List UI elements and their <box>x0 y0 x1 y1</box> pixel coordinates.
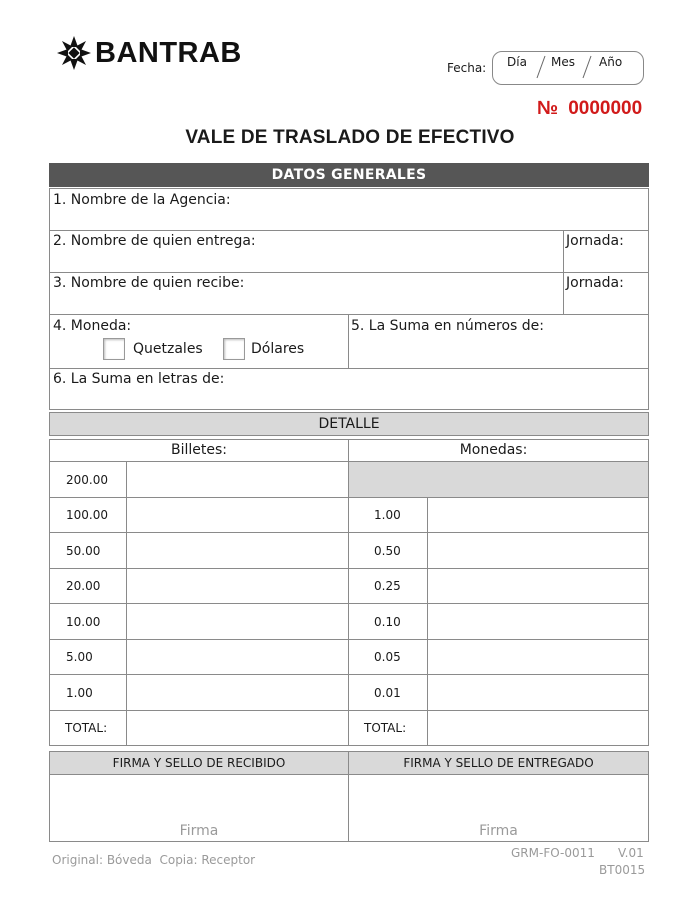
table-row <box>50 604 349 640</box>
quetzales-checkbox[interactable] <box>103 338 125 360</box>
jornada-recibe-field[interactable] <box>563 272 649 315</box>
agencia-label: 1. Nombre de la Agencia: <box>53 192 231 208</box>
form-code: GRM-FO-0011 <box>511 846 595 860</box>
folio-symbol: № <box>537 98 559 119</box>
table-row <box>349 640 649 675</box>
firma-entregado-label: Firma <box>479 823 518 839</box>
folio-number <box>537 98 642 120</box>
billete-input[interactable] <box>126 569 348 604</box>
moneda-input[interactable] <box>427 640 648 675</box>
denominacion: 0.01 <box>349 675 428 711</box>
table-row <box>50 498 349 533</box>
billete-input[interactable] <box>126 675 348 711</box>
firma-recibido-header: FIRMA Y SELLO DE RECIBIDO <box>49 751 349 775</box>
monedas-blank-cell <box>349 462 649 498</box>
denominacion: 0.50 <box>349 533 428 569</box>
billete-input[interactable] <box>126 604 348 640</box>
document-title: VALE DE TRASLADO DE EFECTIVO <box>185 127 515 148</box>
bantrab-star-icon <box>56 35 92 71</box>
datos-generales-header: DATOS GENERALES <box>49 163 649 187</box>
monedas-table <box>348 461 649 746</box>
fecha-mes: Mes <box>551 55 575 69</box>
logo-text: BANTRAB <box>95 36 242 69</box>
quetzales-label: Quetzales <box>133 341 203 357</box>
moneda-input[interactable] <box>427 533 648 569</box>
moneda-input[interactable] <box>427 498 648 533</box>
detalle-header: DETALLE <box>49 412 649 436</box>
suma-letras-field[interactable] <box>49 368 649 410</box>
agencia-field[interactable] <box>49 188 649 231</box>
dolares-label: Dólares <box>251 341 305 357</box>
billetes-header: Billetes: <box>171 442 227 458</box>
denominacion: 1.00 <box>349 498 428 533</box>
fecha-field[interactable] <box>492 51 644 85</box>
form-version: V.01 <box>618 846 644 860</box>
table-row <box>50 533 349 569</box>
jornada-entrega-field[interactable] <box>563 230 649 273</box>
table-row <box>50 640 349 675</box>
suma-numeros-field[interactable] <box>348 314 649 369</box>
moneda-label: 4. Moneda: <box>53 318 132 334</box>
suma-numeros-label: 5. La Suma en números de: <box>351 318 544 334</box>
firma-recibido-area[interactable] <box>49 774 349 842</box>
denominacion: 1.00 <box>50 675 127 711</box>
entrega-field[interactable] <box>49 230 564 273</box>
recibe-field[interactable] <box>49 272 564 315</box>
billete-input[interactable] <box>126 462 348 498</box>
suma-letras-label: 6. La Suma en letras de: <box>53 371 225 387</box>
fecha-dia: Día <box>507 55 527 69</box>
denominacion: 100.00 <box>50 498 127 533</box>
table-row <box>50 462 349 498</box>
moneda-input[interactable] <box>427 604 648 640</box>
table-row <box>50 675 349 711</box>
firma-recibido-label: Firma <box>179 823 219 839</box>
billete-input[interactable] <box>126 498 348 533</box>
denominacion: 0.10 <box>349 604 428 640</box>
copias-note: Original: Bóveda Copia: Receptor <box>52 853 256 867</box>
form-ref: BT0015 <box>599 863 646 877</box>
table-row <box>349 498 649 533</box>
denominacion: 5.00 <box>50 640 127 675</box>
total-monedas-label: TOTAL: <box>349 711 428 746</box>
jornada-entrega-label: Jornada: <box>566 233 624 249</box>
billete-input[interactable] <box>126 533 348 569</box>
table-row <box>349 533 649 569</box>
denominacion: 0.25 <box>349 569 428 604</box>
denominacion: 0.05 <box>349 640 428 675</box>
jornada-recibe-label: Jornada: <box>566 275 624 291</box>
denominacion: 10.00 <box>50 604 127 640</box>
dolares-checkbox[interactable] <box>223 338 245 360</box>
table-row <box>349 462 649 498</box>
denominacion: 50.00 <box>50 533 127 569</box>
billete-input[interactable] <box>126 640 348 675</box>
recibe-label: 3. Nombre de quien recibe: <box>53 275 245 291</box>
fecha-ano: Año <box>599 55 623 69</box>
monedas-header: Monedas: <box>459 442 528 458</box>
total-billetes-input[interactable] <box>126 711 348 746</box>
billetes-table <box>49 461 349 746</box>
moneda-field <box>49 314 349 369</box>
denominacion: 20.00 <box>50 569 127 604</box>
moneda-input[interactable] <box>427 569 648 604</box>
total-billetes-label: TOTAL: <box>50 711 127 746</box>
folio-value: 0000000 <box>568 98 643 119</box>
table-row <box>349 604 649 640</box>
entrega-label: 2. Nombre de quien entrega: <box>53 233 256 249</box>
table-row <box>50 569 349 604</box>
total-row <box>349 711 649 746</box>
total-row <box>50 711 349 746</box>
total-monedas-input[interactable] <box>427 711 648 746</box>
moneda-input[interactable] <box>427 675 648 711</box>
firma-entregado-area[interactable] <box>348 774 649 842</box>
table-row <box>349 675 649 711</box>
fecha-label: Fecha: <box>447 61 487 75</box>
bantrab-logo <box>56 33 242 73</box>
firma-entregado-header: FIRMA Y SELLO DE ENTREGADO <box>348 751 649 775</box>
denominacion: 200.00 <box>50 462 127 498</box>
table-row <box>349 569 649 604</box>
